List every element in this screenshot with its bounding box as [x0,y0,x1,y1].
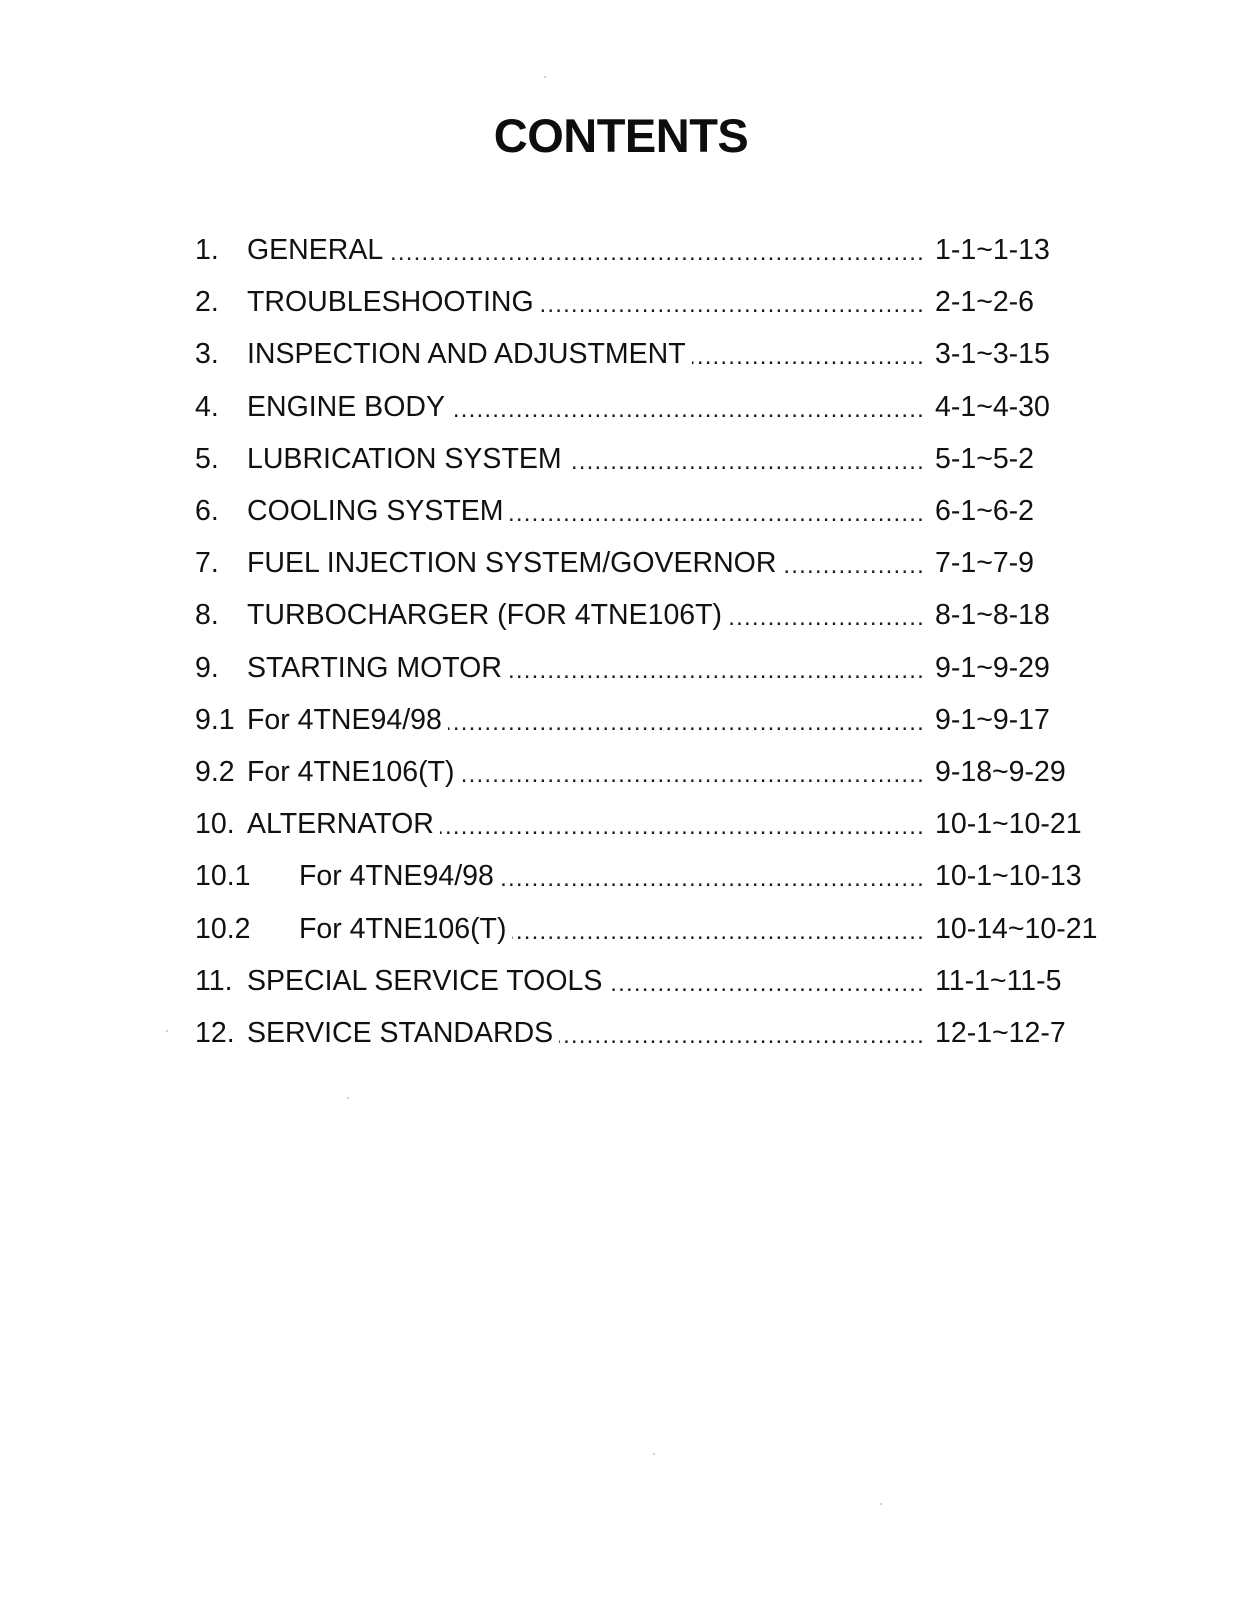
toc-entry-pages: 3-1~3-15 [935,338,1050,371]
toc-entry-number: 2. [195,286,219,319]
dot-leader [451,381,925,433]
toc-entry-label: LUBRICATION SYSTEM [247,442,562,475]
dot-leader [782,537,925,589]
page-title: CONTENTS [493,109,749,162]
toc-entry-number: 10.2 [195,912,251,945]
toc-entry-number: 8. [195,599,219,632]
toc-entry-number: 1. [195,234,219,267]
toc-entry-troubleshooting[interactable] [195,276,1095,328]
toc-entry-special-service-tools[interactable] [195,955,1095,1007]
toc-entry-pages: 5-1~5-2 [935,442,1035,475]
toc-entry-engine-body[interactable] [195,381,1095,433]
toc-entry-fuel-injection-system[interactable] [195,537,1095,589]
toc-entry-label: COOLING SYSTEM [247,495,504,528]
scan-speck [544,76,546,78]
toc-entry-number: 9.2 [195,755,235,788]
toc-entry-starting-motor-4tne106[interactable] [195,746,1095,798]
toc-entry-pages: 8-1~8-18 [935,599,1050,632]
toc-entry-inspection-and-adjustment[interactable] [195,328,1095,380]
dot-leader [389,224,925,276]
toc-entry-label: ENGINE BODY [247,390,445,423]
toc-entry-alternator[interactable] [195,798,1095,850]
dot-leader [510,485,925,537]
toc-entry-pages: 11-1~11-5 [935,964,1062,997]
toc-entry-label: FUEL INJECTION SYSTEM/GOVERNOR [247,547,777,580]
toc-entry-number: 11. [195,964,233,997]
dot-leader [692,328,925,380]
dot-leader [460,746,925,798]
scan-speck [166,1030,168,1032]
toc-entry-pages: 9-1~9-17 [935,703,1050,736]
toc-entry-alternator-4tne106[interactable] [195,902,1098,954]
toc-entry-general[interactable] [195,224,1095,276]
toc-entry-starting-motor-4tne94-98[interactable] [195,694,1095,746]
toc-entry-label: For 4TNE106(T) [247,755,455,788]
dot-leader [508,642,925,694]
toc-entry-service-standards[interactable] [195,1007,1095,1059]
toc-entry-pages: 7-1~7-9 [935,547,1035,580]
toc-entry-number: 3. [195,338,219,371]
toc-entry-label: For 4TNE94/98 [299,860,494,893]
table-of-contents [195,224,1098,1059]
dot-leader [608,955,925,1007]
toc-entry-label: SPECIAL SERVICE TOOLS [247,964,603,997]
dot-leader [440,798,925,850]
toc-entry-number: 5. [195,442,219,475]
toc-entry-pages: 10-1~10-13 [935,860,1082,893]
toc-entry-label: ALTERNATOR [247,808,434,841]
toc-entry-label: SERVICE STANDARDS [247,1016,554,1049]
toc-entry-pages: 9-18~9-29 [935,755,1066,788]
toc-entry-number: 9. [195,651,219,684]
dot-leader [512,903,925,955]
toc-entry-alternator-4tne94-98[interactable] [195,850,1095,902]
toc-entry-pages: 2-1~2-6 [935,286,1035,319]
toc-entry-number: 4. [195,390,219,423]
toc-entry-lubrication-system[interactable] [195,433,1095,485]
dot-leader [448,694,925,746]
toc-entry-number: 12. [195,1016,235,1049]
toc-entry-pages: 12-1~12-7 [935,1016,1066,1049]
toc-entry-label: For 4TNE94/98 [247,703,442,736]
toc-entry-cooling-system[interactable] [195,485,1095,537]
scan-speck [653,1453,655,1455]
toc-entry-number: 10.1 [195,860,251,893]
toc-entry-number: 10. [195,808,235,841]
toc-entry-pages: 10-1~10-21 [935,808,1082,841]
toc-entry-number: 7. [195,547,219,580]
dot-leader [559,1007,925,1059]
scan-speck [880,1503,882,1505]
scan-speck [347,1097,349,1099]
toc-entry-pages: 1-1~1-13 [935,234,1050,267]
toc-entry-number: 6. [195,495,219,528]
dot-leader [568,433,925,485]
toc-entry-starting-motor[interactable] [195,642,1095,694]
toc-entry-turbocharger[interactable] [195,589,1095,641]
toc-entry-label: For 4TNE106(T) [299,912,507,945]
dot-leader [500,850,925,902]
dot-leader [728,589,925,641]
toc-entry-label: GENERAL [247,234,384,267]
toc-entry-pages: 9-1~9-29 [935,651,1050,684]
toc-entry-label: STARTING MOTOR [247,651,502,684]
toc-entry-label: INSPECTION AND ADJUSTMENT [247,338,686,371]
toc-entry-label: TROUBLESHOOTING [247,286,534,319]
toc-entry-pages: 10-14~10-21 [935,912,1098,945]
toc-entry-number: 9.1 [195,703,235,736]
toc-entry-label: TURBOCHARGER (FOR 4TNE106T) [247,599,723,632]
toc-entry-pages: 6-1~6-2 [935,495,1035,528]
dot-leader [540,276,925,328]
toc-entry-pages: 4-1~4-30 [935,390,1050,423]
